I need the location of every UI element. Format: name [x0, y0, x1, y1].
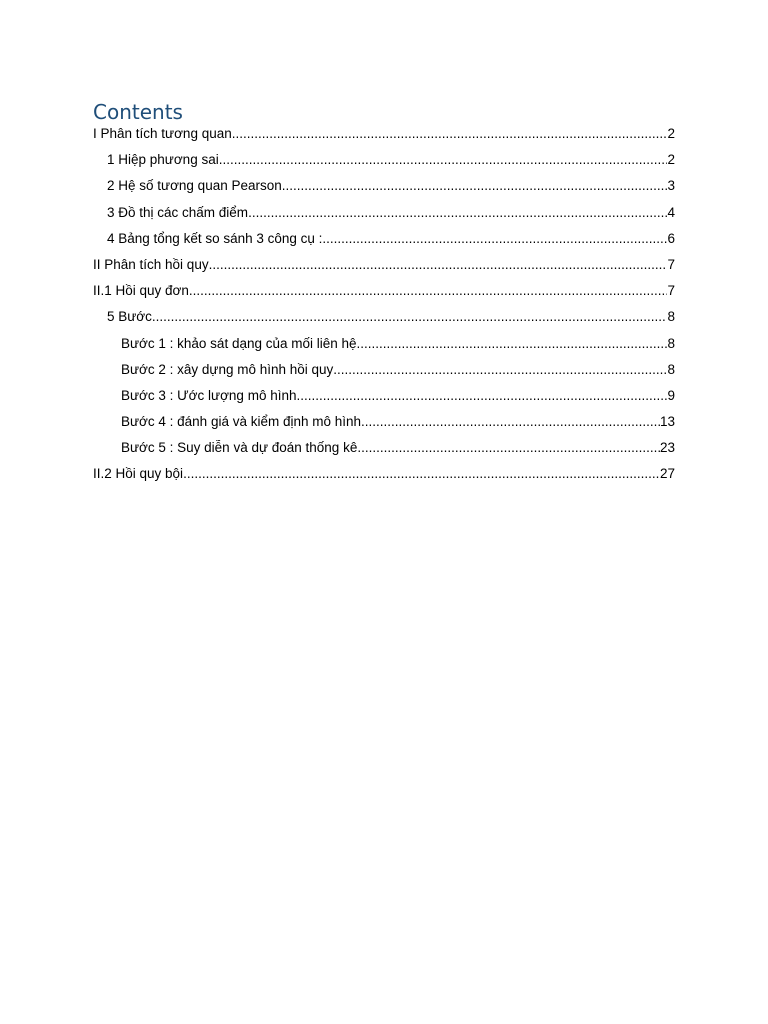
toc-dot-leader — [219, 152, 668, 168]
toc-entry-text: I Phân tích tương quan — [93, 126, 232, 141]
toc-dot-leader — [232, 126, 668, 142]
toc-entry-text: II.2 Hồi quy bội — [93, 466, 184, 482]
toc-entry-text: 2 Hệ số tương quan Pearson — [107, 178, 282, 194]
toc-entry-text: 5 Bước — [107, 309, 152, 325]
toc-dot-leader — [248, 205, 667, 221]
toc-dot-leader — [322, 231, 667, 247]
toc-heading: Contents — [93, 100, 183, 124]
toc-entry[interactable] — [93, 440, 675, 466]
toc-entry-text: Bước 5 : Suy diễn và dự đoán thống kê — [121, 440, 358, 456]
toc-entry[interactable] — [93, 362, 675, 388]
toc-page-number: 6 — [667, 230, 675, 246]
toc-page-number: 2 — [667, 126, 675, 141]
toc-entry[interactable] — [93, 205, 675, 231]
toc-page-number: 8 — [667, 361, 675, 377]
toc-entry-text: II.1 Hồi quy đơn — [93, 283, 189, 299]
toc-entry-text: II Phân tích hồi quy — [93, 256, 209, 272]
toc-entry[interactable] — [93, 126, 675, 152]
toc-entry[interactable] — [93, 336, 675, 362]
toc-entry[interactable] — [93, 152, 675, 178]
toc-entry-text: 4 Bảng tổng kết so sánh 3 công cụ : — [107, 230, 323, 246]
toc-page-number: 13 — [659, 414, 675, 430]
toc-list — [93, 126, 675, 493]
toc-page-number: 8 — [667, 309, 675, 325]
toc-dot-leader — [189, 283, 668, 299]
toc-entry-text: 1 Hiệp phương sai — [107, 152, 219, 168]
toc-page-number: 4 — [667, 204, 675, 220]
toc-dot-leader — [333, 362, 667, 378]
toc-dot-leader — [209, 257, 668, 273]
toc-entry-text: Bước 3 : Ước lượng mô hình — [121, 387, 297, 403]
toc-entry[interactable] — [93, 257, 675, 283]
toc-dot-leader — [296, 388, 667, 404]
toc-entry-text: 3 Đồ thị các chấm điểm — [107, 204, 249, 220]
toc-dot-leader — [357, 336, 668, 352]
toc-page-number: 3 — [667, 178, 675, 194]
toc-page-number: 27 — [659, 466, 675, 482]
toc-entry[interactable] — [93, 283, 675, 309]
toc-page-number: 2 — [667, 152, 675, 168]
toc-page-number: 7 — [667, 283, 675, 299]
toc-page-number: 9 — [667, 387, 675, 403]
toc-page-number: 23 — [659, 440, 675, 456]
toc-entry[interactable] — [93, 309, 675, 335]
toc-entry[interactable] — [93, 231, 675, 257]
document-page — [93, 98, 675, 493]
toc-entry[interactable] — [93, 466, 675, 492]
toc-entry[interactable] — [93, 178, 675, 204]
toc-entry-text: Bước 4 : đánh giá và kiểm định mô hình — [121, 414, 362, 430]
toc-entry[interactable] — [93, 388, 675, 414]
toc-entry[interactable] — [93, 414, 675, 440]
toc-dot-leader — [361, 414, 660, 430]
toc-dot-leader — [152, 309, 668, 325]
toc-page-number: 7 — [667, 256, 675, 272]
toc-entry-text: Bước 1 : khảo sát dạng của mối liên hệ — [121, 335, 357, 351]
toc-page-number: 8 — [667, 335, 675, 351]
toc-entry-text: Bước 2 : xây dựng mô hình hồi quy — [121, 361, 334, 377]
toc-dot-leader — [183, 466, 660, 482]
toc-dot-leader — [357, 440, 660, 456]
toc-dot-leader — [282, 178, 668, 194]
